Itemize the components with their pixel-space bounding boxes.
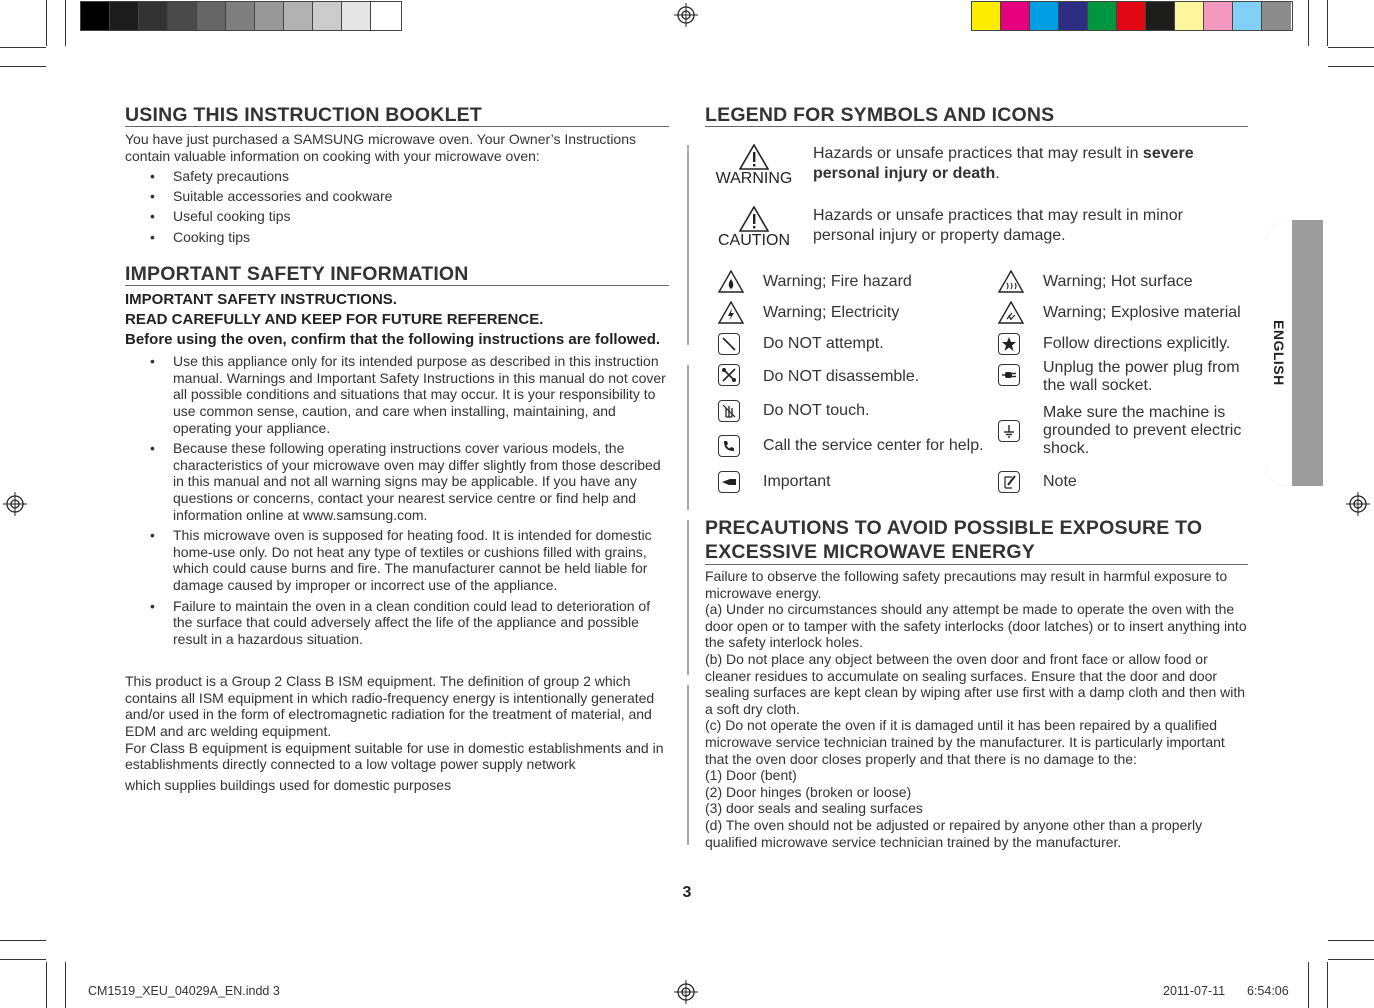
precautions-heading: PRECAUTIONS TO AVOID POSSIBLE EXPOSURE TO EXCESSIVE MICROWAVE ENERGY — [705, 516, 1248, 565]
fold-line — [687, 685, 689, 845]
hot-surface-icon — [998, 270, 1024, 293]
calibration-swatch — [1001, 2, 1030, 30]
calibration-swatch — [1088, 2, 1117, 30]
page-number: 3 — [682, 884, 692, 901]
calibration-swatch — [313, 2, 342, 30]
precautions-body — [705, 568, 1248, 850]
calibration-swatch — [1059, 2, 1088, 30]
symbol-label: Do NOT attempt. — [763, 334, 884, 352]
legend-heading: LEGEND FOR SYMBOLS AND ICONS — [705, 104, 1248, 127]
follow-directions-icon — [998, 333, 1020, 355]
registration-mark-icon — [674, 3, 698, 27]
registration-mark-icon — [674, 980, 698, 1004]
precaution-line: (d) The oven should not be adjusted or repaired by anyone other than a properly qualified microwave service technician trained by the manufacturer. — [705, 816, 1203, 850]
symbol-label: Unplug the power plug from the wall socket. — [1043, 359, 1240, 394]
warning-legend-row — [705, 144, 1248, 188]
calibration-swatch — [1117, 2, 1146, 30]
calibration-swatch — [1204, 2, 1233, 30]
prohibited-icon — [718, 333, 740, 355]
read-carefully-line: READ CAREFULLY AND KEEP FOR FUTURE REFERENCE. — [125, 311, 544, 329]
ism-paragraph: This product is a Group 2 Class B ISM equipment. The definition of group 2 which contains all ISM equipment in which radio-frequency energy is intentionally generated and/or used in the form of electromagnetic radiation for the treatment of material, and EDM and arc welding equipment. — [125, 673, 655, 740]
no-disassemble-icon — [718, 364, 740, 386]
calibration-swatch — [284, 2, 313, 30]
caution-triangle-icon — [739, 206, 769, 232]
calibration-swatch — [110, 2, 139, 30]
precaution-line: (2) Door hinges (broken or loose) — [705, 783, 912, 800]
calibration-swatch — [1233, 2, 1262, 30]
list-item: • Useful cooking tips — [147, 206, 669, 226]
registration-mark-icon — [3, 492, 27, 516]
caution-legend-row — [705, 206, 1248, 250]
using-booklet-intro: You have just purchased a SAMSUNG microwave oven. Your Owner’s Instructions contain valuable information on cooking with your microwave oven: — [125, 131, 636, 164]
fold-line — [687, 520, 689, 675]
calibration-swatch — [226, 2, 255, 30]
language-side-tab — [1266, 220, 1323, 486]
color-calibration-bars — [971, 1, 1293, 31]
calibration-swatch — [972, 2, 1001, 30]
symbol-label: Follow directions explicitly. — [1043, 334, 1231, 352]
footer-date: 2011-07-11 — [1163, 984, 1226, 998]
symbol-label: Warning; Explosive material — [1043, 303, 1241, 321]
symbol-label: Warning; Fire hazard — [763, 272, 912, 290]
right-column — [705, 104, 1248, 850]
calibration-swatch — [139, 2, 168, 30]
safety-list — [147, 353, 669, 647]
symbol-label: Do NOT disassemble. — [763, 368, 920, 385]
symbol-grid — [705, 266, 1248, 497]
calibration-swatch — [168, 2, 197, 30]
symbol-label: Call the service center for help. — [763, 437, 984, 454]
warning-label: WARNING — [715, 170, 793, 187]
symbol-label: Do NOT touch. — [763, 401, 870, 419]
list-item: • Failure to maintain the oven in a clean condition could lead to deterioration of the surface that could adversely affect the life of the appliance and possible result in a hazardous situation. — [147, 598, 669, 648]
fold-line — [687, 365, 689, 510]
gray-calibration-bars — [80, 1, 402, 31]
symbol-label: Important — [763, 472, 831, 490]
symbol-label: Note — [1043, 472, 1077, 490]
list-item: • This microwave oven is supposed for heating food. It is intended for domestic home-use only. Do not heat any type of textiles or cushions filled with grains, which could cause burns and fire. The manufacturer cannot be held liable for damage caused by improper or incorrect use of the appliance. — [147, 527, 669, 593]
calibration-swatch — [342, 2, 371, 30]
warning-emphasis: severe personal injury or death — [813, 145, 1194, 182]
list-item: • Use this appliance only for its intended purpose as described in this instruction manual. Warnings and Important Safety Instructions in this manual do not cover all possible conditions and situations that may occur. It is your responsibility to use common sense, caution, and care when installing, maintaining, and operating your appliance. — [147, 353, 669, 436]
fire-hazard-icon — [718, 270, 744, 293]
registration-mark-icon — [1346, 492, 1370, 516]
warning-triangle-icon — [739, 144, 769, 170]
precaution-line: (3) door seals and sealing surfaces — [705, 800, 923, 817]
left-column — [125, 104, 669, 793]
explosive-icon — [998, 301, 1024, 324]
language-label: ENGLISH — [1271, 320, 1287, 386]
unplug-icon — [998, 364, 1020, 386]
list-item: • Because these following operating instructions cover various models, the characteristics of your microwave oven may differ slightly from those described in this manual and not all warning signs may be applicable. If you have any questions or concerns, contact your nearest service centre or find help and information online at www.samsung.com. — [147, 440, 669, 523]
calibration-swatch — [197, 2, 226, 30]
precaution-line: (a) Under no circumstances should any attempt be made to operate the oven with the door open or to tamper with the safety interlocks (door latches) or to insert anything into the safety interlock holes. — [705, 601, 1247, 651]
footer-time: 6:54:06 — [1247, 984, 1289, 998]
caution-description: Hazards or unsafe practices that may result in minor personal injury or property damage. — [813, 207, 1183, 244]
confirm-instructions-line: Before using the oven, confirm that the following instructions are followed. — [125, 331, 661, 349]
fold-line — [687, 145, 689, 345]
symbol-label: Make sure the machine is grounded to prevent electric shock. — [1043, 403, 1242, 457]
calibration-swatch — [255, 2, 284, 30]
ground-icon — [998, 420, 1020, 442]
electricity-icon — [718, 301, 744, 324]
calibration-swatch — [1030, 2, 1059, 30]
no-touch-icon — [718, 400, 740, 422]
caution-label: CAUTION — [718, 232, 790, 249]
footer-file-name: CM1519_XEU_04029A_EN.indd 3 — [88, 984, 280, 998]
precaution-line: (b) Do not place any object between the oven door and front face or allow food or cleaner residues to accumulate on sealing surfaces. Ensure that the door and door sealing surfaces are kept clean by wiping after use first with a damp cloth and then with a soft dry cloth. — [705, 650, 1246, 717]
calibration-swatch — [1262, 2, 1291, 30]
note-icon — [998, 471, 1020, 493]
ism-domestic-line: which supplies buildings used for domestic purposes — [125, 776, 452, 793]
ism-class-b-paragraph: For Class B equipment is equipment suitable for use in domestic establishments and in establishments directly connected to a low voltage power supply network — [125, 739, 664, 773]
precaution-line: (1) Door (bent) — [705, 767, 797, 784]
precaution-line: Failure to observe the following safety precautions may result in harmful exposure to microwave energy. — [705, 568, 1228, 601]
calibration-swatch — [371, 2, 400, 30]
safety-info-heading: IMPORTANT SAFETY INFORMATION — [125, 263, 669, 286]
safety-instructions-title: IMPORTANT SAFETY INSTRUCTIONS. — [125, 291, 397, 309]
list-item: • Safety precautions — [147, 166, 669, 186]
phone-icon — [718, 435, 740, 457]
precaution-line: (c) Do not operate the oven if it is damaged until it has been repaired by a qualified microwave service technician trained by the manufacturer. It is particularly important that the oven door closes properly and that there is no damage to the: — [705, 717, 1225, 767]
list-item: • Suitable accessories and cookware — [147, 186, 669, 206]
warning-description: Hazards or unsafe practices that may result in severe personal injury or death. — [813, 145, 1194, 182]
calibration-swatch — [1175, 2, 1204, 30]
symbol-label: Warning; Electricity — [763, 303, 900, 321]
calibration-swatch — [1146, 2, 1175, 30]
list-item: • Cooking tips — [147, 226, 669, 248]
calibration-swatch — [81, 2, 110, 30]
important-icon — [718, 471, 740, 493]
using-booklet-heading: USING THIS INSTRUCTION BOOKLET — [125, 104, 669, 127]
symbol-label: Warning; Hot surface — [1043, 272, 1193, 290]
using-booklet-list — [147, 166, 669, 248]
